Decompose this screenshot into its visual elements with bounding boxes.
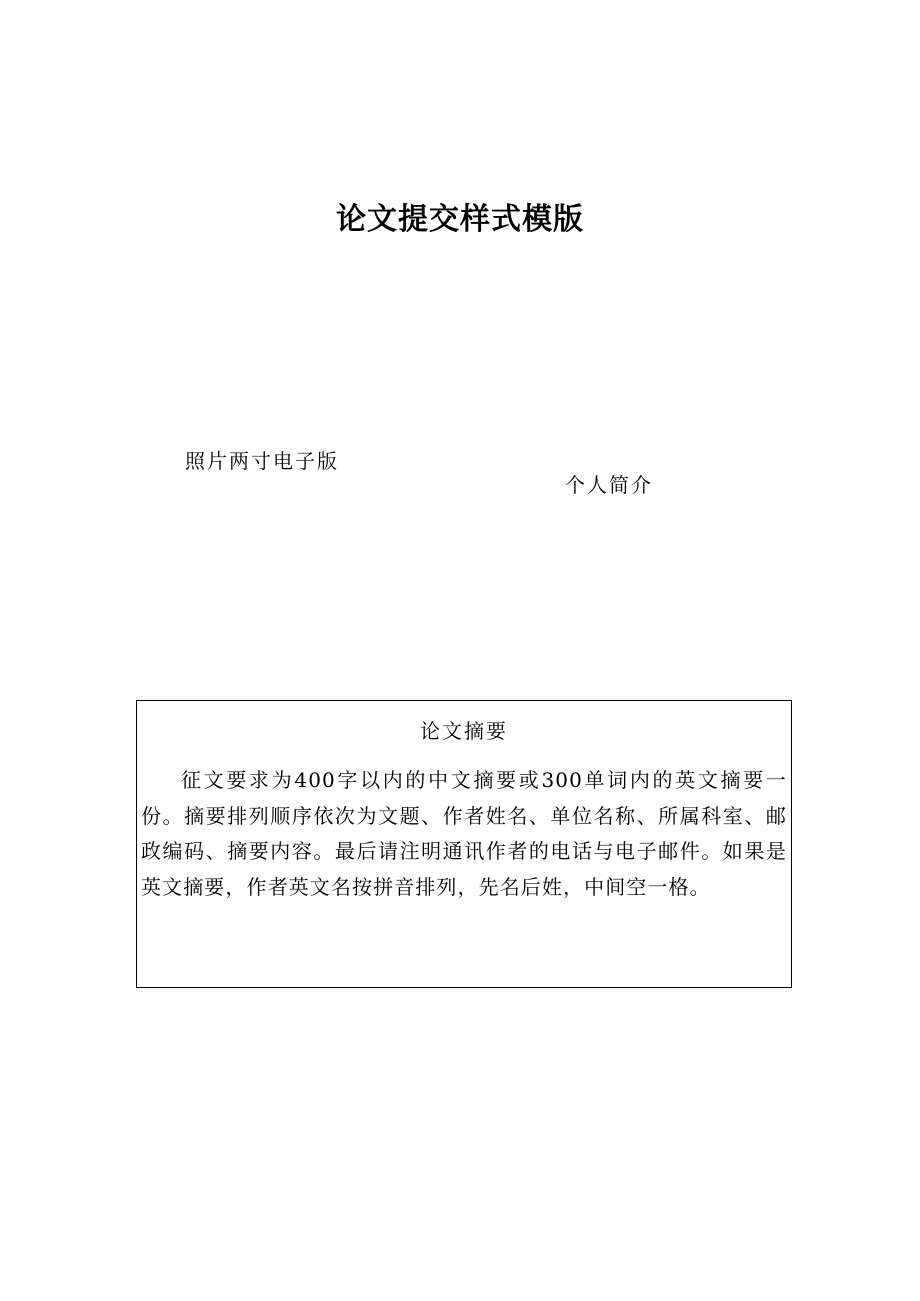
abstract-heading: 论文摘要	[420, 719, 508, 743]
profile-section-label: 个人简介	[565, 473, 653, 497]
photo-placeholder-label: 照片两寸电子版	[185, 449, 339, 473]
abstract-box	[136, 700, 792, 988]
page-title: 论文提交样式模版	[336, 202, 584, 237]
abstract-body: 征文要求为400字以内的中文摘要或300单词内的英文摘要一份。摘要排列顺序依次为文题、作者姓名、单位名称、所属科室、邮政编码、摘要内容。最后请注明通讯作者的电话与电子邮件。如果是英文摘要，作者英文名按拼音排列，先名后姓，中间空一格。	[141, 768, 787, 899]
